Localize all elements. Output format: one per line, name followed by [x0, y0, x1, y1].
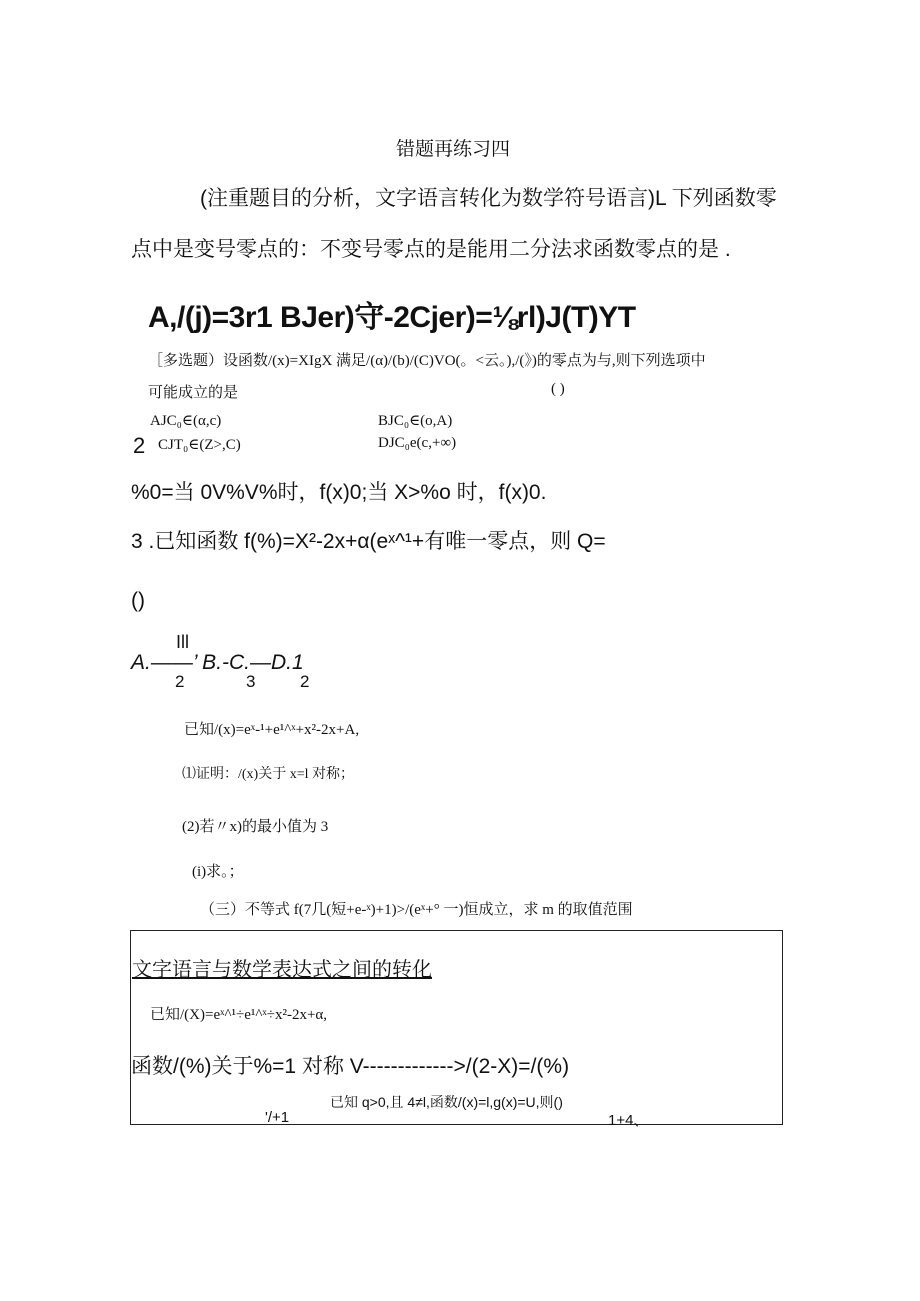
question2-option-b: BJC₀∈(o,A): [378, 413, 453, 429]
question2-option-d: DJC₀e(c,+∞): [378, 435, 457, 451]
question2-stem-line2: 可能成立的是: [148, 385, 239, 401]
question3-denominator-c: 3: [246, 672, 256, 691]
question3-numerator: Ill: [176, 632, 189, 652]
page-title: 错题再练习四: [396, 139, 511, 160]
summary-box-line4: '/+1: [265, 1109, 290, 1126]
question4-part2-i: (i)求。；: [192, 864, 244, 880]
summary-box-line3: 已知 q>0,且 4≠l,函数/(x)=l,g(x)=U,则(): [330, 1094, 563, 1110]
question2-option-a: AJC₀∈(α,c): [150, 413, 222, 429]
question3-paren: (): [131, 589, 145, 612]
intro-line-2: 点中是变号零点的：不变号零点的是能用二分法求函数零点的是 .: [131, 238, 731, 261]
analysis-line: %0=当 0V%V%时，f(x)0;当 X>%o 时，f(x)0.: [131, 481, 547, 504]
summary-box-line2: 函数/(%)关于%=1 对称 V------------->/(2-X)=/(%): [131, 1055, 570, 1078]
question3-stem: 3 .已知函数 f(%)=X²-2x+α(eˣ^¹+有唯一零点，则 Q=: [131, 530, 606, 553]
summary-box-line5: 1+4、: [608, 1112, 649, 1129]
question4-part2-ii: （三）不等式 f(7几(短+e-ˣ)+1)>/(eˣ+° 一)恒成立，求 m 的取值范围: [200, 902, 633, 918]
question4-part1: ⑴证明：/(x)关于 x=l 对称；: [182, 767, 354, 782]
question4-stem: 已知/(x)=eˣ-¹+e¹^ˣ+x²-2x+A,: [184, 722, 360, 738]
question3-denominator-a: 2: [175, 672, 185, 691]
intro-line-1: (注重题目的分析，文字语言转化为数学符号语言)L 下列函数零: [200, 187, 777, 210]
question-number-2: 2: [133, 433, 146, 458]
question2-stem-line1: ［多选题）设函数/(x)=XIgX 满足/(α)/(b)/(C)VO(。<云。),/(》)的零点为与,则下列选项中: [148, 353, 706, 369]
answer-paren: ( ): [551, 381, 565, 397]
question3-options: A.——’ B.-C.—D.1: [131, 651, 304, 674]
summary-box-title: 文字语言与数学表达式之间的转化: [132, 959, 432, 981]
question2-option-c: CJT₀∈(Z>,C): [158, 437, 241, 453]
question3-denominator-d: 2: [300, 672, 310, 691]
question4-part2: (2)若〃x)的最小值为 3: [182, 819, 329, 835]
question1-options: A,/(j)=3r1 BJer)守-2Cjer)=⅛rl)J(T)YT: [148, 301, 636, 334]
summary-box-line1: 已知/(X)=eˣ^¹÷e¹^ˣ÷x²-2x+α,: [150, 1007, 328, 1023]
